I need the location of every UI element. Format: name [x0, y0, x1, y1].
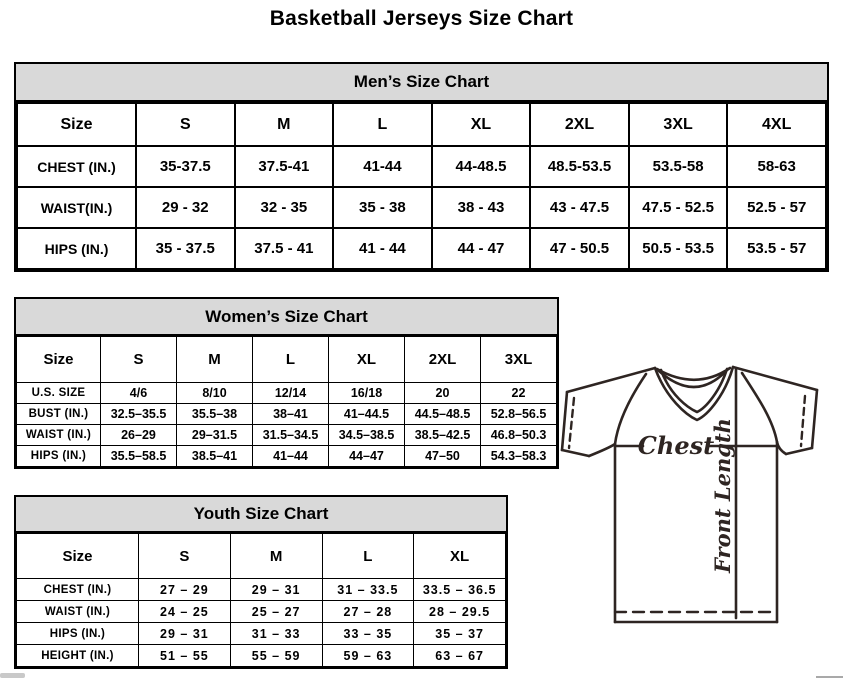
jersey-left-cuff-stitch-dashed — [569, 398, 574, 448]
size-value-cell: 44 - 47 — [432, 228, 531, 269]
size-value-cell: 29–31.5 — [177, 425, 253, 446]
size-column-header: S — [136, 103, 235, 146]
size-corner-header: Size — [17, 103, 136, 146]
size-value-cell: 29 – 31 — [139, 623, 231, 645]
size-value-cell: 55 – 59 — [230, 645, 322, 667]
scrollbar-fragment[interactable] — [816, 676, 843, 678]
size-value-cell: 31.5–34.5 — [253, 425, 329, 446]
measurement-row — [17, 579, 506, 601]
size-value-cell: 16/18 — [329, 383, 405, 404]
measurement-row — [17, 623, 506, 645]
size-value-cell: 37.5 - 41 — [235, 228, 334, 269]
measurement-label: CHEST (IN.) — [17, 579, 139, 601]
measurement-label: WAIST(IN.) — [17, 187, 136, 228]
size-value-cell: 35.5–58.5 — [101, 446, 177, 467]
size-value-cell: 31 – 33 — [230, 623, 322, 645]
jersey-left-sleeve-outer — [562, 392, 567, 450]
size-column-header: L — [253, 337, 329, 383]
mens-size-chart — [14, 62, 829, 272]
size-column-header: 4XL — [727, 103, 826, 146]
measurement-row — [17, 187, 826, 228]
size-value-cell: 44-48.5 — [432, 146, 531, 187]
size-value-cell: 38–41 — [253, 404, 329, 425]
womens-size-chart — [14, 297, 559, 469]
size-column-header: M — [177, 337, 253, 383]
front-length-label: Front Length — [710, 418, 735, 573]
size-value-cell: 20 — [405, 383, 481, 404]
measurement-label: HIPS (IN.) — [17, 446, 101, 467]
measurement-label: BUST (IN.) — [17, 404, 101, 425]
size-value-cell: 34.5–38.5 — [329, 425, 405, 446]
jersey-measurement-diagram — [558, 356, 840, 631]
size-value-cell: 41 - 44 — [333, 228, 432, 269]
measurement-label: CHEST (IN.) — [17, 146, 136, 187]
measurement-row — [17, 446, 557, 467]
size-value-cell: 54.3–58.3 — [481, 446, 557, 467]
size-value-cell: 44.5–48.5 — [405, 404, 481, 425]
size-column-header: M — [235, 103, 334, 146]
size-value-cell: 22 — [481, 383, 557, 404]
jersey-left-sleeve-underside — [589, 444, 615, 456]
size-value-cell: 35.5–38 — [177, 404, 253, 425]
chest-label: Chest — [637, 431, 715, 460]
size-column-header: XL — [432, 103, 531, 146]
measurement-row — [17, 601, 506, 623]
size-value-cell: 35 - 38 — [333, 187, 432, 228]
size-value-cell: 38 - 43 — [432, 187, 531, 228]
womens-size-table — [16, 336, 557, 467]
page-title: Basketball Jerseys Size Chart — [269, 7, 574, 30]
womens-chart-title: Women’s Size Chart — [16, 299, 557, 336]
size-value-cell: 43 - 47.5 — [530, 187, 629, 228]
jersey-left-sleeve-cuff — [562, 450, 589, 456]
jersey-right-sleeve-outer — [812, 390, 817, 448]
size-value-cell: 32.5–35.5 — [101, 404, 177, 425]
size-header-row — [17, 337, 557, 383]
size-value-cell: 31 – 33.5 — [322, 579, 414, 601]
measurement-label: U.S. SIZE — [17, 383, 101, 404]
jersey-right-sleeve-underside — [777, 442, 786, 454]
measurement-row — [17, 425, 557, 446]
size-value-cell: 48.5-53.5 — [530, 146, 629, 187]
size-column-header: S — [101, 337, 177, 383]
size-value-cell: 27 – 28 — [322, 601, 414, 623]
size-value-cell: 35 – 37 — [414, 623, 506, 645]
mens-chart-title: Men’s Size Chart — [16, 64, 827, 102]
measurement-row — [17, 404, 557, 425]
size-value-cell: 59 – 63 — [322, 645, 414, 667]
size-value-cell: 63 – 67 — [414, 645, 506, 667]
size-value-cell: 52.8–56.5 — [481, 404, 557, 425]
size-column-header: L — [322, 534, 414, 579]
youth-size-table — [16, 533, 506, 667]
size-value-cell: 29 – 31 — [230, 579, 322, 601]
size-value-cell: 52.5 - 57 — [727, 187, 826, 228]
size-value-cell: 50.5 - 53.5 — [629, 228, 728, 269]
size-value-cell: 41–44.5 — [329, 404, 405, 425]
size-column-header: L — [333, 103, 432, 146]
measurement-row — [17, 645, 506, 667]
size-corner-header: Size — [17, 534, 139, 579]
mens-size-table — [16, 102, 827, 270]
size-column-header: 2XL — [530, 103, 629, 146]
youth-size-chart — [14, 495, 508, 669]
size-value-cell: 24 – 25 — [139, 601, 231, 623]
size-value-cell: 41-44 — [333, 146, 432, 187]
size-value-cell: 25 – 27 — [230, 601, 322, 623]
jersey-diagram-svg — [558, 356, 840, 631]
jersey-right-seam — [742, 373, 777, 442]
youth-chart-title: Youth Size Chart — [16, 497, 506, 533]
measurement-label: WAIST (IN.) — [17, 601, 139, 623]
size-corner-header: Size — [17, 337, 101, 383]
size-value-cell: 47.5 - 52.5 — [629, 187, 728, 228]
size-value-cell: 27 – 29 — [139, 579, 231, 601]
size-value-cell: 35-37.5 — [136, 146, 235, 187]
jersey-right-cuff-stitch-dashed — [801, 396, 805, 446]
size-value-cell: 37.5-41 — [235, 146, 334, 187]
size-value-cell: 53.5 - 57 — [727, 228, 826, 269]
size-value-cell: 12/14 — [253, 383, 329, 404]
size-value-cell: 47 - 50.5 — [530, 228, 629, 269]
jersey-right-sleeve-cuff — [786, 448, 812, 454]
size-header-row — [17, 534, 506, 579]
size-value-cell: 58-63 — [727, 146, 826, 187]
size-value-cell: 32 - 35 — [235, 187, 334, 228]
size-value-cell: 51 – 55 — [139, 645, 231, 667]
size-column-header: S — [139, 534, 231, 579]
size-header-row — [17, 103, 826, 146]
size-value-cell: 47–50 — [405, 446, 481, 467]
size-value-cell: 28 – 29.5 — [414, 601, 506, 623]
size-value-cell: 53.5-58 — [629, 146, 728, 187]
size-value-cell: 8/10 — [177, 383, 253, 404]
measurement-row — [17, 228, 826, 269]
size-value-cell: 38.5–41 — [177, 446, 253, 467]
measurement-row — [17, 383, 557, 404]
size-column-header: XL — [329, 337, 405, 383]
measurement-row — [17, 146, 826, 187]
size-column-header: XL — [414, 534, 506, 579]
size-column-header: 3XL — [629, 103, 728, 146]
size-column-header: M — [230, 534, 322, 579]
measurement-label: HEIGHT (IN.) — [17, 645, 139, 667]
measurement-label: WAIST (IN.) — [17, 425, 101, 446]
size-value-cell: 33.5 – 36.5 — [414, 579, 506, 601]
size-value-cell: 4/6 — [101, 383, 177, 404]
size-value-cell: 38.5–42.5 — [405, 425, 481, 446]
size-value-cell: 41–44 — [253, 446, 329, 467]
horizontal-scrollbar-thumb[interactable] — [0, 673, 25, 678]
measurement-label: HIPS (IN.) — [17, 228, 136, 269]
jersey-collar-back-arc-2 — [659, 369, 728, 387]
size-column-header: 3XL — [481, 337, 557, 383]
size-value-cell: 26–29 — [101, 425, 177, 446]
size-value-cell: 33 – 35 — [322, 623, 414, 645]
size-value-cell: 46.8–50.3 — [481, 425, 557, 446]
size-value-cell: 35 - 37.5 — [136, 228, 235, 269]
size-column-header: 2XL — [405, 337, 481, 383]
measurement-label: HIPS (IN.) — [17, 623, 139, 645]
size-value-cell: 29 - 32 — [136, 187, 235, 228]
size-value-cell: 44–47 — [329, 446, 405, 467]
